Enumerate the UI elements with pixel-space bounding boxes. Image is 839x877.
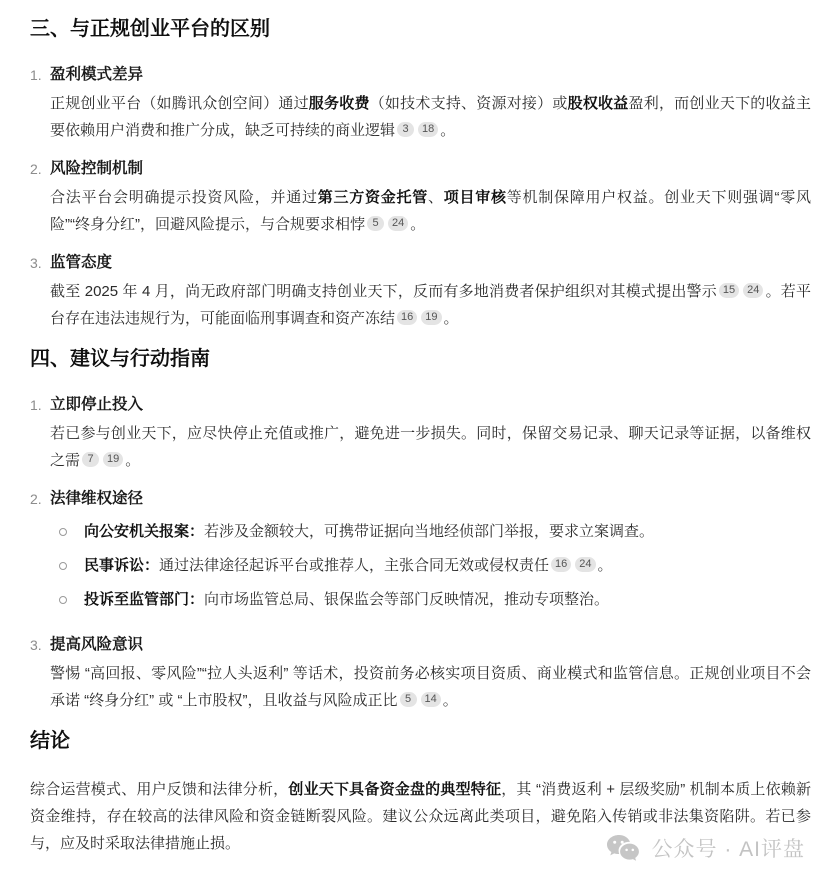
text-run: 截至 2025 年 4 月，尚无政府部门明确支持创业天下，反而有多地消费者保护组织对其模式提出警示 [50,283,717,300]
text-run: 正规创业平台（如腾讯众创空间）通过 [50,95,309,112]
paragraph [50,420,811,474]
paragraph [50,90,811,144]
text-run: 。若平台存在违法违规行为，可能面临刑事调查和资产冻结 [50,283,811,327]
list-item-title: 盈利模式差异 [50,66,144,83]
list-number: 1. [30,67,42,83]
text-run: 。 [597,557,613,574]
list-number: 2. [30,161,42,177]
bullet-circle-icon [59,562,67,570]
text-run: 警惕 “高回报、零风险”“拉人头返利” 等话术，投资前务必核实项目资质、商业模式和监管信息。正规创业项目不会承诺 “终身分红” 或 “上市股权”，且收益与风险成正比 [50,665,811,709]
section-heading-conclusion: 结论 [30,730,70,752]
list-item [30,158,811,238]
text-run: ，其 “消费返利 + 层级奖励” 机制本质上依赖新资金维持，存在较高的法律风险和资金链断裂风险。建议公众远离此类项目，避免陷入传销或非法集资陷阱。若已参与，应及时采取法律措施止损。 [30,781,811,852]
bold-text-run: 项目审核 [443,189,507,206]
text-run: （如技术支持、资源对接）或 [369,95,568,112]
text-run: 综合运营模式、用户反馈和法律分析， [30,781,289,798]
list-item-title: 立即停止投入 [50,396,144,413]
bold-text-run: 投诉至监管部门： [84,591,205,608]
list-number: 1. [30,397,42,413]
bullet-circle-icon [59,528,67,536]
bold-text-run: 民事诉讼： [84,557,160,574]
text-run: 、 [427,189,444,206]
text-run: 。 [443,310,459,327]
list-item-title: 提高风险意识 [50,636,144,653]
bold-text-run: 服务收费 [308,95,370,112]
list-item-title: 法律维权途径 [50,490,144,507]
wechat-icon [606,834,642,863]
citation-badge[interactable]: 5 [367,216,384,231]
text-run: 盈利，而创业天下的收益主要依赖用户消费和推广分成，缺乏可持续的商业逻辑 [50,95,811,139]
list-item [30,634,811,714]
list-item [30,488,811,620]
citation-badge[interactable]: 24 [388,216,408,231]
text-run: 若已参与创业天下，应尽快停止充值或推广，避免进一步损失。同时，保留交易记录、聊天记录等证据，以备维权之需 [50,425,811,469]
text-run: 。 [440,122,456,139]
bullet-circle-icon [59,596,67,604]
text-run: 向市场监管总局、银保监会等部门反映情况，推动专项整治。 [204,591,610,608]
paragraph [50,660,811,714]
citation-badge[interactable]: 14 [421,692,441,707]
paragraph [50,278,811,332]
bold-text-run: 创业天下具备资金盘的典型特征 [288,781,502,798]
citation-badge[interactable]: 5 [400,692,417,707]
bullet-item [50,586,811,613]
paragraph [84,552,811,579]
text-run: 。 [410,216,426,233]
citation-badge[interactable]: 7 [82,452,99,467]
citation-badge[interactable]: 15 [719,283,739,298]
list-number: 2. [30,491,42,507]
text-run: 。 [442,692,458,709]
citation-badge[interactable]: 24 [575,557,595,572]
list-item-title: 风险控制机制 [50,160,144,177]
list-item-title: 监管态度 [50,254,113,271]
citation-badge[interactable]: 24 [743,283,763,298]
document-body [30,16,811,861]
watermark-text: 公众号 · AI评盘 [651,838,805,861]
bold-text-run: 股权收益 [567,95,629,112]
watermark [606,833,805,863]
text-run: 等机制保障用户权益。创业天下则强调“零风险”“终身分红”，回避风险提示，与合规要求相悖 [50,189,811,233]
paragraph [84,518,811,545]
list-number: 3. [30,637,42,653]
paragraph [50,184,811,238]
paragraph [84,586,811,613]
text-run: 若涉及金额较大，可携带证据向当地经侦部门举报，要求立案调查。 [204,523,655,540]
citation-badge[interactable]: 16 [551,557,571,572]
text-run: 合法平台会明确提示投资风险，并通过 [50,189,318,206]
list-item [30,394,811,474]
citation-badge[interactable]: 18 [418,122,438,137]
bold-text-run: 第三方资金托管 [317,189,428,206]
text-run: 。 [125,452,141,469]
section-heading-3: 三、与正规创业平台的区别 [30,18,270,40]
text-run: 通过法律途径起诉平台或推荐人，主张合同无效或侵权责任 [159,557,550,574]
list-item [30,252,811,332]
list-item [30,64,811,144]
list-number: 3. [30,255,42,271]
citation-badge[interactable]: 19 [103,452,123,467]
section-heading-4: 四、建议与行动指南 [30,348,210,370]
citation-badge[interactable]: 3 [397,122,414,137]
bold-text-run: 向公安机关报案： [84,523,205,540]
citation-badge[interactable]: 16 [397,310,417,325]
bullet-item [50,552,811,579]
bullet-item [50,518,811,545]
citation-badge[interactable]: 19 [421,310,441,325]
bullet-list [50,518,811,613]
